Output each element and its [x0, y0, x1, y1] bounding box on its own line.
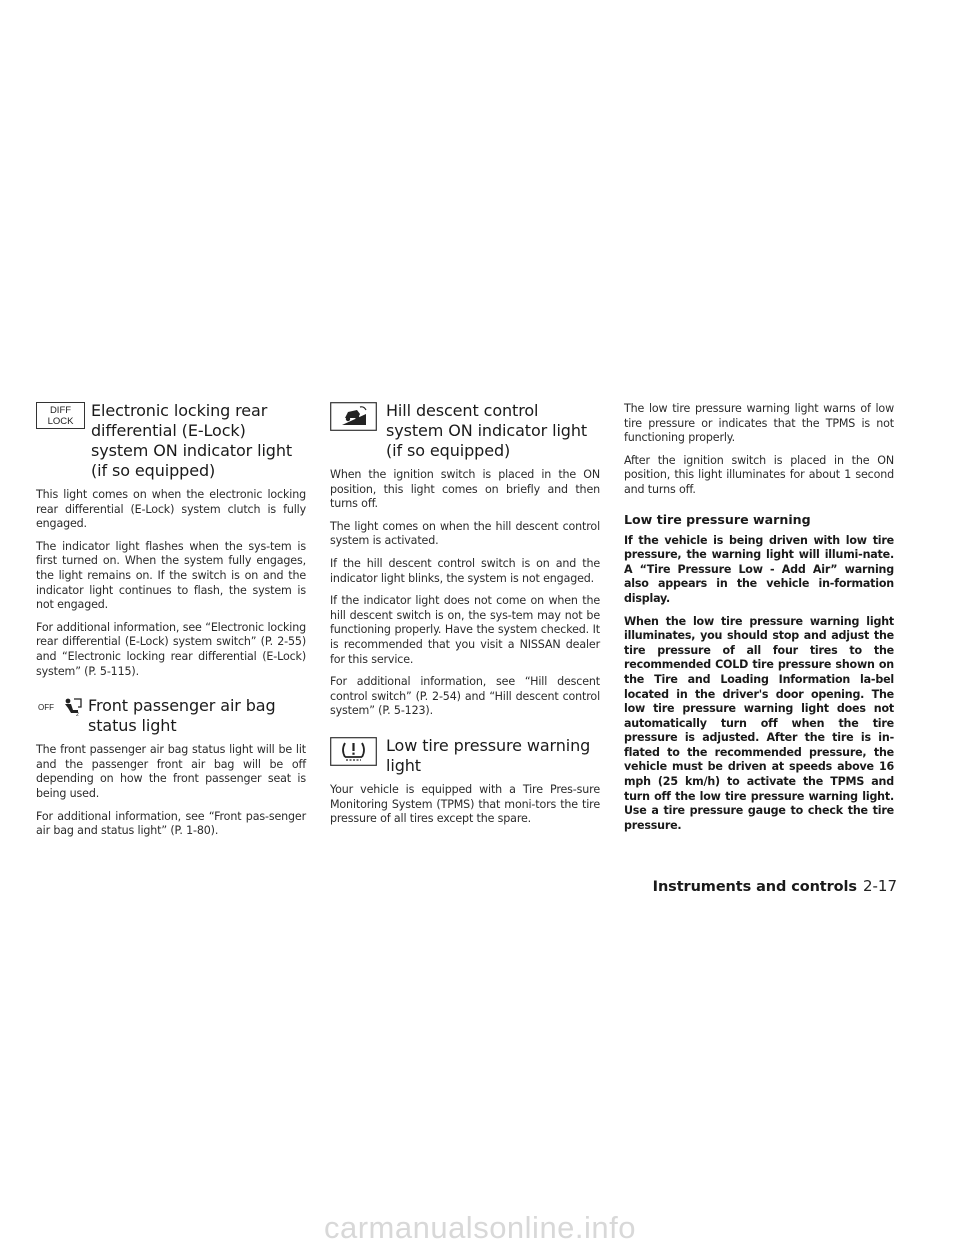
watermark: carmanualsonline.info [323, 1210, 637, 1245]
tire-warning-paragraph: When the low tire pressure warning light illuminates, you should stop and adjust the tire pressure of all four tires to the recommended COLD tire pressure shown on the Tire and Loading Information la-bel located in the driver's door opening. The low tire pressure warning light does not automatically turn off when the tire pressure is adjusted. After the tire is in-flated to the recommended pressure, the vehicle must be driven at speeds above 16 mph (25 km/h) to activate the TPMS and turn off the low tire pressure warning light. Use a tire pressure gauge to check the tire pressure. [624, 614, 894, 832]
tire-paragraph: After the ignition switch is placed in the ON position, this light illuminates for about 1 second and turns off. [624, 453, 894, 496]
column-3 [624, 402, 894, 841]
airbag-paragraph: The front passenger air bag status light will be lit and the passenger front air bag will be off depending on how the front passenger seat is being used. [36, 743, 306, 800]
airbag-section-header [36, 697, 306, 736]
tire-warning-paragraph: If the vehicle is being driven with low tire pressure, the warning light will illumi-nate. A “Tire Pressure Low - Add Air” warning also appears in the vehicle in-formation display. [624, 533, 894, 605]
airbag-off-label: OFF [38, 703, 54, 713]
hill-paragraph: The light comes on when the hill descent control system is activated. [330, 519, 600, 548]
hill-paragraph: For additional information, see “Hill descent control switch” (P. 2-54) and “Hill descent control system” (P. 5-123). [330, 675, 600, 718]
hill-section-header [330, 402, 600, 461]
elock-paragraph: For additional information, see “Electronic locking rear differential (E-Lock) system switch” (P. 2-55) and “Electronic locking rear differential (E-Lock) system” (P. 5-115). [36, 620, 306, 678]
diff-lock-icon-text-bottom: LOCK [47, 415, 74, 427]
tire-pressure-icon [330, 737, 377, 766]
low-tire-warning-subheading: Low tire pressure warning [624, 511, 811, 527]
elock-paragraph: This light comes on when the electronic locking rear differential (E-Lock) system clutch is fully engaged. [36, 488, 306, 531]
tire-paragraph: Your vehicle is equipped with a Tire Pres-sure Monitoring System (TPMS) that moni-tors the tire pressure of all tires except the spare. [330, 782, 600, 826]
footer-section-title: Instruments and controls [652, 879, 857, 895]
hill-section-title: Hill descent control system ON indicator light (if so equipped) [386, 401, 588, 460]
elock-paragraph: The indicator light flashes when the sys-tem is first turned on. When the system fully engages, the light remains on. If the switch is on and the indicator light continues to flash, the system is not engaged. [36, 539, 306, 612]
diff-lock-icon [36, 402, 85, 429]
hill-paragraph: When the ignition switch is placed in the ON position, this light comes on briefly and then turns off. [330, 468, 600, 511]
diff-lock-icon-text-top: DIFF [49, 404, 72, 416]
airbag-paragraph: For additional information, see “Front pas-senger air bag and status light” (P. 1-80). [36, 809, 306, 838]
hill-paragraph: If the indicator light does not come on when the hill descent switch is on, the sys-tem may not be functioning properly. Have the system checked. It is recommended that you visit a NISSAN dealer for this service. [330, 594, 600, 666]
tire-section-title: Low tire pressure warning light [386, 735, 591, 775]
airbag-section-title: Front passenger air bag status light [88, 696, 276, 736]
svg-text:2: 2 [76, 712, 79, 718]
elock-section-title: Electronic locking rear differential (E-Lock) system ON indicator light (if so equipped) [91, 401, 293, 480]
passenger-airbag-off-icon [36, 697, 83, 717]
column-2 [330, 402, 600, 835]
tire-section-header [330, 737, 600, 776]
page-footer [653, 877, 897, 895]
page-number: 2-17 [862, 877, 897, 895]
hill-descent-icon [330, 402, 377, 431]
hill-paragraph: If the hill descent control switch is on and the indicator light blinks, the system is not engaged. [330, 556, 600, 585]
tire-paragraph: The low tire pressure warning light warns of low tire pressure or indicates that the TPMS is not functioning properly. [624, 402, 894, 445]
column-1 [36, 402, 306, 847]
elock-section-header [36, 402, 306, 481]
